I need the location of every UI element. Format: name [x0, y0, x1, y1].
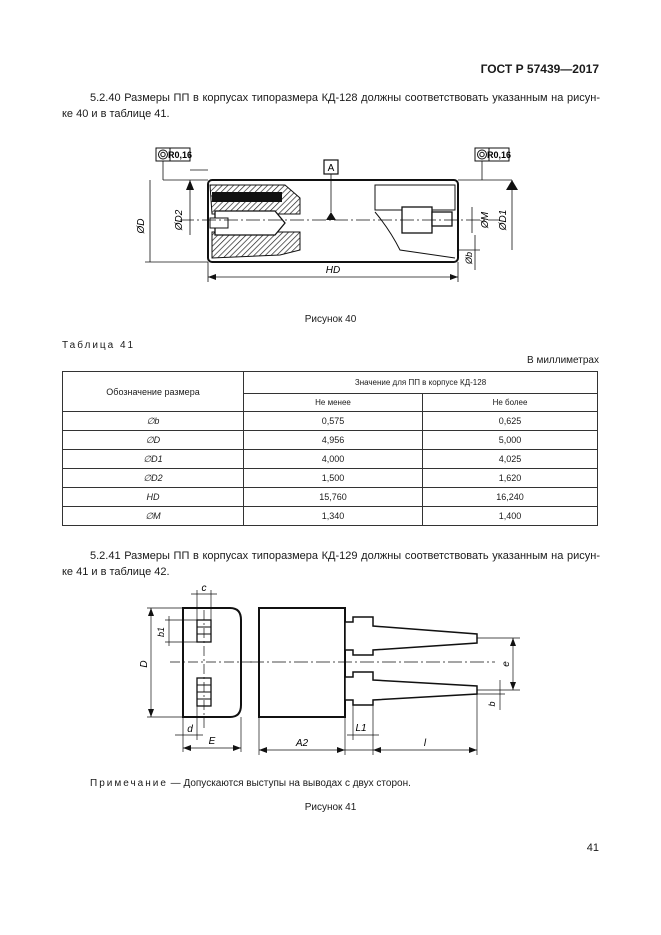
row-name: ∅D: [63, 431, 244, 450]
row-min: 1,500: [244, 469, 423, 488]
note-prefix: Примечание: [90, 778, 168, 789]
row-name: ∅M: [63, 507, 244, 526]
row-max: 0,625: [423, 412, 598, 431]
row-min: 4,000: [244, 450, 423, 469]
table-41-title: Таблица 41: [62, 340, 136, 351]
row-name: ∅D1: [63, 450, 244, 469]
dim-HD-label: HD: [325, 265, 341, 276]
tolerance-left-value: R0,16: [167, 150, 193, 160]
dim-A2-label: A2: [295, 738, 309, 749]
dim-c-label: c: [201, 583, 207, 594]
row-min: 1,340: [244, 507, 423, 526]
table-row: [63, 431, 598, 450]
row-name: ∅D2: [63, 469, 244, 488]
paragraph-5-2-41: [62, 548, 600, 580]
paragraph-text: 5.2.40 Размеры ПП в корпусах типоразмера КД-128 должны соответствовать указанным на рисун-ке 40 и в таблице 41.: [62, 92, 600, 120]
note: [90, 778, 411, 789]
row-min: 4,956: [244, 431, 423, 450]
dim-b-label: Øb: [464, 251, 474, 265]
table-row: [63, 469, 598, 488]
dim-l-label: l: [423, 738, 427, 749]
figure-40-caption: Рисунок 40: [304, 314, 357, 325]
row-max: 5,000: [423, 431, 598, 450]
row-name: ∅b: [63, 412, 244, 431]
note-text: — Допускаются выступы на выводах с двух сторон.: [167, 778, 411, 789]
dim-d-label: d: [187, 724, 193, 735]
dim-M-label: ØM: [480, 211, 491, 229]
page-number: 41: [586, 842, 599, 854]
header-value: Значение для ПП в корпусе КД-128: [244, 372, 598, 394]
datum-label: A: [327, 163, 335, 174]
figure-41-caption: Рисунок 41: [304, 802, 357, 813]
document-id: ГОСТ Р 57439—2017: [480, 62, 599, 76]
row-max: 1,620: [423, 469, 598, 488]
electrode-top: [212, 192, 282, 202]
table-41-units: В миллиметрах: [527, 355, 599, 366]
table-row: [63, 412, 598, 431]
figure-40-drawing: [120, 140, 540, 285]
row-min: 15,760: [244, 488, 423, 507]
tolerance-right-value: R0,16: [486, 150, 512, 160]
dim-b1-label: b1: [156, 626, 166, 638]
paragraph-text: 5.2.41 Размеры ПП в корпусах типоразмера КД-129 должны соответствовать указанным на рисун-ке 41 и в таблице 42.: [62, 550, 600, 578]
row-min: 0,575: [244, 412, 423, 431]
header-max: Не более: [423, 394, 598, 412]
figure-41-drawing: [135, 580, 530, 760]
header-designation: Обозначение размера: [63, 372, 244, 412]
dim-e-label: e: [501, 661, 512, 667]
header-min: Не менее: [244, 394, 423, 412]
dim-E-label: E: [208, 736, 216, 747]
front-view-outline: [183, 608, 241, 717]
dim-L1-label: L1: [355, 723, 367, 734]
table-row: [63, 507, 598, 526]
dim-b-label: b: [487, 701, 497, 707]
dim-D-label: D: [139, 660, 150, 668]
row-max: 16,240: [423, 488, 598, 507]
row-name: HD: [63, 488, 244, 507]
side-view-body: [259, 608, 345, 717]
row-max: 1,400: [423, 507, 598, 526]
table-row: [63, 450, 598, 469]
dim-D-label: ØD: [136, 218, 147, 234]
dim-D1-label: ØD1: [498, 209, 509, 231]
dim-D2-label: ØD2: [174, 209, 185, 231]
paragraph-5-2-40: [62, 90, 600, 122]
row-max: 4,025: [423, 450, 598, 469]
table-41: [62, 371, 598, 526]
table-row: [63, 488, 598, 507]
